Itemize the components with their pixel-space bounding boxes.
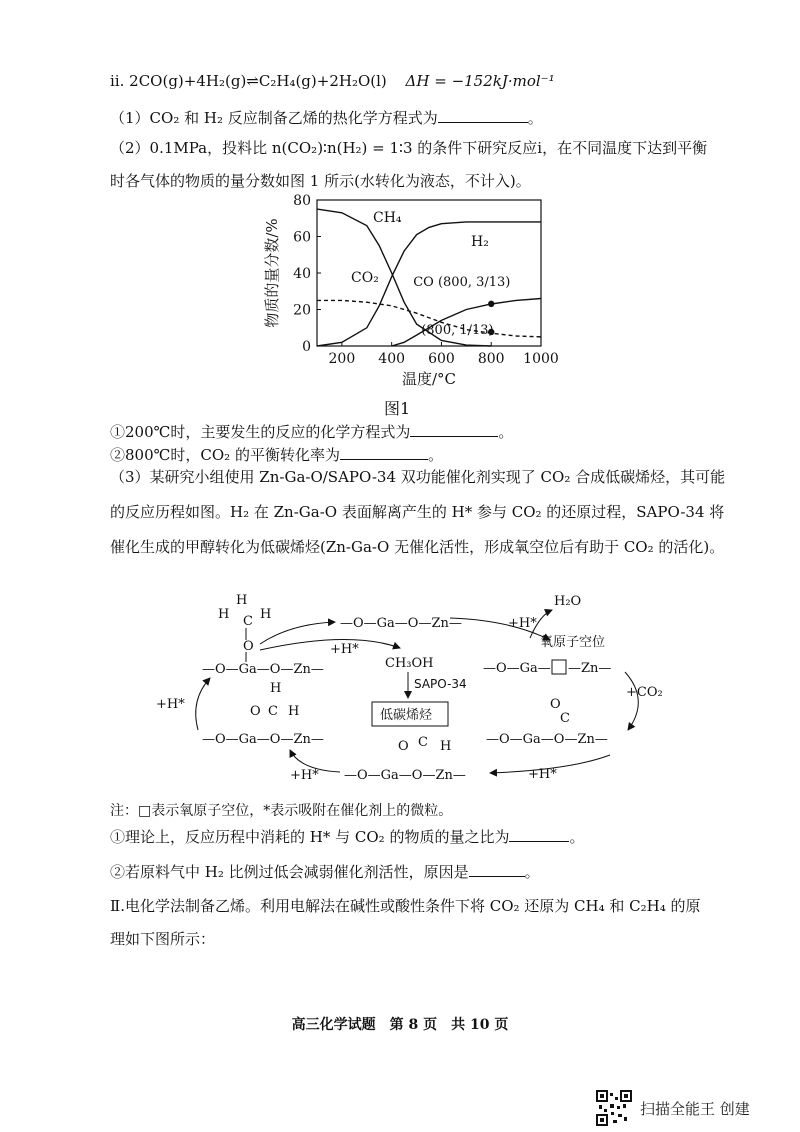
atom-c: C (268, 704, 278, 719)
question-1 (110, 106, 543, 129)
question-3-line3: 催化生成的甲醇转化为低碳烯烃(Zn-Ga-O 无催化活性，形成氧空位后有助于 CO₂ 的活化)。 (110, 538, 725, 556)
x-tick-label: 800 (477, 351, 505, 367)
atom-h: H (270, 681, 282, 696)
qr-code-icon (596, 1090, 632, 1126)
figure-1-caption: 图1 (384, 399, 411, 418)
figure-1-chart (255, 190, 559, 418)
ch3oh-label: CH₃OH (385, 656, 434, 671)
y-tick-label: 0 (302, 339, 311, 355)
atom-h: H (288, 704, 300, 719)
part-2-line1: Ⅱ.电化学法制备乙烯。利用电解法在碱性或酸性条件下将 CO₂ 还原为 CH₄ 和 C₂H₄ 的原 (110, 897, 701, 915)
scanner-stamp (596, 1090, 750, 1126)
vacancy-chain-left: —O—Ga— (483, 661, 551, 676)
enthalpy: ΔH = −152kJ·mol⁻¹ (405, 72, 555, 90)
atom-h: H (440, 739, 452, 754)
h2o-label: H₂O (554, 594, 582, 609)
atom-o: O (398, 739, 409, 754)
y-tick-label: 40 (293, 266, 311, 282)
vacancy-label: 氧原子空位 (540, 635, 606, 650)
reaction-ii (110, 70, 555, 92)
x-tick-label: 200 (328, 351, 356, 367)
question-3-sub-b-end: 。 (524, 863, 540, 881)
atom-h: H (218, 607, 230, 622)
series-label: H₂ (471, 234, 489, 250)
chain-methoxy: —O—Ga—O—Zn— (202, 662, 324, 677)
question-2-sub-b (110, 443, 443, 466)
y-tick-label: 80 (293, 193, 311, 209)
co2-add-label: +CO₂ (626, 685, 663, 700)
answer-blank (410, 420, 498, 437)
atom-o: O (550, 697, 561, 712)
annotation-label: (800, 1/13) (421, 322, 494, 338)
arrow-to-methoxy (196, 678, 210, 730)
question-3-line1: （3）某研究小组使用 Zn-Ga-O/SAPO-34 双功能催化剂实现了 CO₂ 合成低碳烯烃，其可能 (110, 468, 726, 486)
h-star-label: +H* (330, 642, 359, 657)
chain-formate: —O—Ga—O—Zn— (344, 768, 466, 783)
sapo-label: SAPO-34 (414, 677, 467, 691)
reaction-label: ⅱ. (110, 72, 125, 90)
chain-co2: —O—Ga—O—Zn— (486, 732, 608, 747)
question-2-sub-a-end: 。 (498, 423, 514, 441)
y-tick-label: 60 (293, 229, 311, 246)
answer-blank (438, 106, 528, 123)
h-star-label: +H* (290, 768, 319, 783)
x-axis-label: 温度/°C (401, 370, 457, 388)
annotation-point (488, 301, 494, 307)
x-tick-label: 1000 (523, 351, 559, 367)
reaction-equation: 2CO(g)+4H₂(g)⇌C₂H₄(g)+2H₂O(l) (129, 72, 387, 90)
x-tick-label: 400 (378, 351, 406, 367)
answer-blank (469, 860, 525, 877)
question-2-line2: 时各气体的物质的量分数如图 1 所示(水转化为液态，不计入)。 (110, 172, 531, 190)
chain-top: —O—Ga—O—Zn— (340, 616, 462, 631)
h-star-label: +H* (508, 616, 537, 631)
h-star-label: +H* (156, 697, 185, 712)
question-3-sub-a-text: ①理论上，反应历程中消耗的 H* 与 CO₂ 的物质的量之比为 (110, 828, 510, 846)
answer-blank (340, 443, 428, 460)
atom-h: H (236, 593, 248, 608)
atom-c: C (243, 614, 253, 629)
atom-o: O (250, 704, 261, 719)
atom-h: H (260, 607, 272, 622)
olefin-label: 低碳烯烃 (380, 708, 433, 723)
x-tick-label: 600 (428, 351, 455, 367)
question-2-sub-a (110, 420, 513, 443)
page-footer: 高三化学试题 第 8 页 共 10 页 (291, 1017, 509, 1033)
atom-c: C (560, 711, 570, 726)
question-3-line2: 的反应历程如图。H₂ 在 Zn-Ga-O 表面解离产生的 H* 参与 CO₂ 的还原过程，SAPO-34 将 (110, 503, 725, 521)
question-3-sub-b (110, 860, 540, 883)
question-2-sub-a-text: ①200℃时，主要发生的反应的化学方程式为 (110, 423, 411, 441)
vacancy-box-icon (552, 660, 566, 674)
series-label: CO₂ (351, 270, 379, 286)
question-2-sub-b-text: ②800℃时，CO₂ 的平衡转化率为 (110, 446, 340, 464)
note: 注：□表示氧原子空位，*表示吸附在催化剂上的微粒。 (110, 803, 453, 819)
y-tick-label: 20 (293, 302, 311, 319)
question-3-sub-a (110, 825, 584, 848)
annotation-label: CO (800, 3/13) (413, 274, 511, 290)
question-2-sub-b-end: 。 (427, 446, 443, 464)
atom-c: C (418, 735, 428, 750)
question-1-end: 。 (527, 109, 543, 127)
question-1-text: （1）CO₂ 和 H₂ 反应制备乙烯的热化学方程式为 (110, 109, 438, 127)
mechanism-diagram (150, 580, 670, 792)
y-axis-label: 物质的量分数/% (263, 218, 281, 328)
scanner-text: 扫描全能王 创建 (640, 1099, 750, 1118)
part-2-line2: 理如下图所示： (110, 930, 216, 948)
chain-methylenoxy: —O—Ga—O—Zn— (202, 732, 324, 747)
question-3-sub-b-text: ②若原料气中 H₂ 比例过低会减弱催化剂活性，原因是 (110, 863, 469, 881)
atom-o: O (243, 639, 254, 654)
arrow-co2-add (625, 672, 638, 730)
answer-blank (509, 825, 569, 842)
question-2-line1: （2）0.1MPa，投料比 n(CO₂)∶n(H₂) = 1∶3 的条件下研究反应ⅰ，在不同温度下达到平衡 (110, 139, 708, 157)
h-star-label: +H* (528, 767, 557, 782)
question-3-sub-a-end: 。 (569, 828, 585, 846)
series-label: CH₄ (373, 210, 402, 226)
vacancy-chain-right: —Zn— (568, 661, 612, 676)
